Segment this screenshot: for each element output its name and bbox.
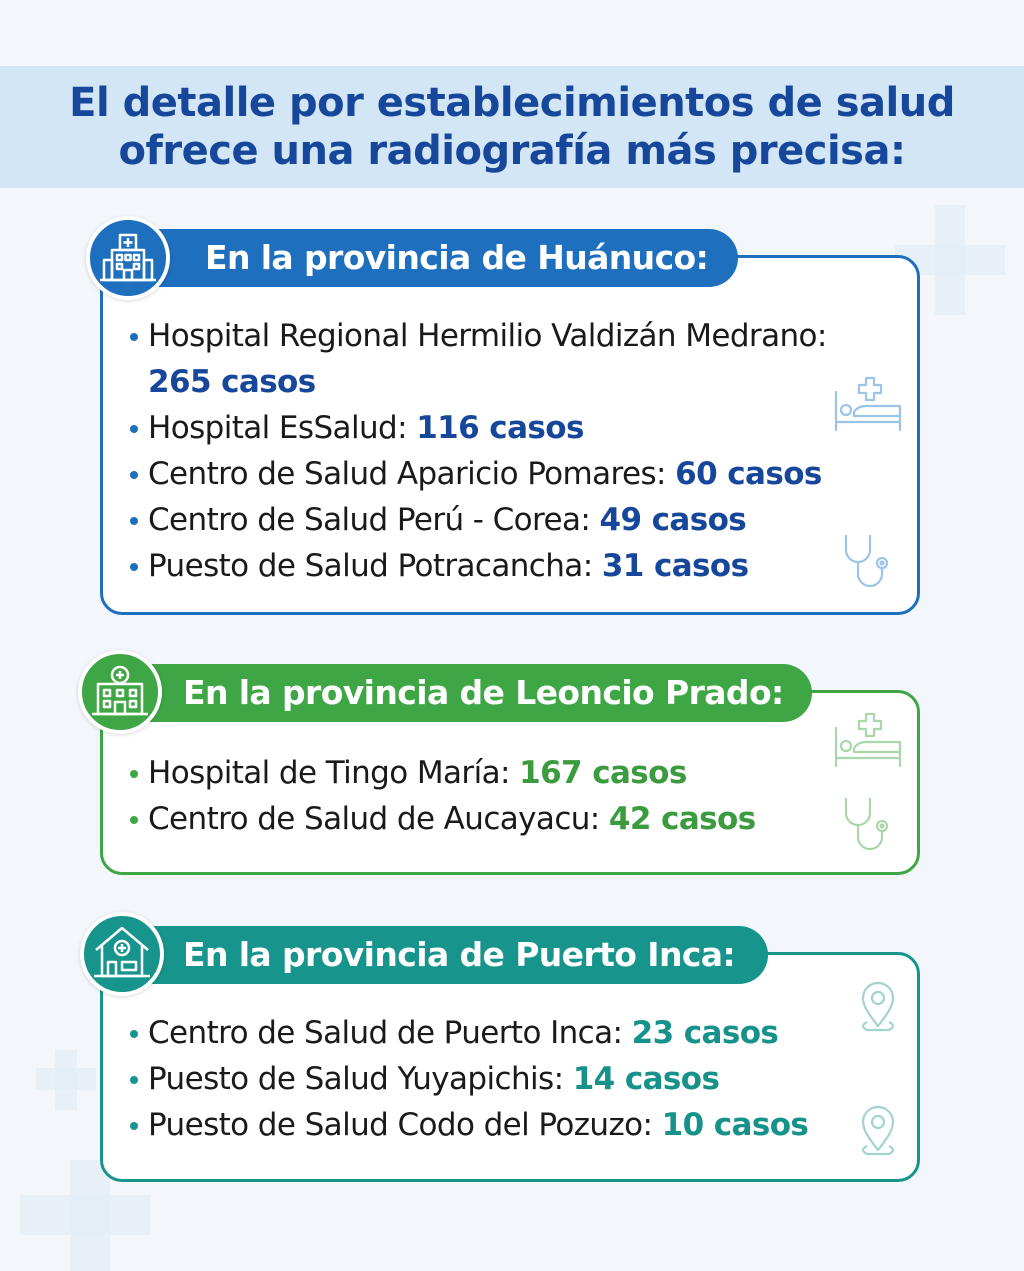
location-pin-icon xyxy=(855,978,901,1036)
case-count: 167 casos xyxy=(519,755,687,791)
leoncio-prado-badge xyxy=(78,650,162,734)
hospital-bed-icon xyxy=(832,372,904,434)
hospital-building-icon xyxy=(90,220,166,296)
puerto-inca-badge xyxy=(80,912,164,996)
stethoscope-icon xyxy=(838,795,898,859)
case-count: 49 casos xyxy=(599,502,747,538)
header-title-line-1: El detalle por establecimientos de salud xyxy=(69,80,955,126)
huanuco-badge xyxy=(86,216,170,300)
puerto-inca-list xyxy=(130,1010,890,1148)
list-item xyxy=(130,451,890,497)
facility-name: Puesto de Salud Codo del Pozuzo: xyxy=(148,1107,653,1143)
leoncio-prado-list xyxy=(130,750,890,842)
list-item xyxy=(130,1010,890,1056)
list-item xyxy=(130,543,890,589)
location-pin-icon xyxy=(855,1102,901,1160)
header-banner xyxy=(0,66,1024,188)
facility-name: Centro de Salud Perú - Corea: xyxy=(148,502,591,538)
header-title-line-2: ofrece una radiografía más precisa: xyxy=(118,128,906,174)
facility-name: Puesto de Salud Yuyapichis: xyxy=(148,1061,564,1097)
list-item xyxy=(130,313,890,405)
leoncio-prado-title: En la provincia de Leoncio Prado: xyxy=(183,673,784,712)
list-item xyxy=(130,1056,890,1102)
background-cross xyxy=(36,1068,96,1090)
case-count: 116 casos xyxy=(416,410,584,446)
leoncio-prado-title-pill xyxy=(88,664,812,722)
facility-name: Hospital Regional Hermilio Valdizán Medrano: xyxy=(148,318,827,354)
list-item xyxy=(130,497,890,543)
facility-name: Hospital EsSalud: xyxy=(148,410,407,446)
facility-name: Centro de Salud de Puerto Inca: xyxy=(148,1015,623,1051)
case-count: 14 casos xyxy=(572,1061,720,1097)
puerto-inca-title-pill xyxy=(88,926,768,984)
list-item xyxy=(130,750,890,796)
facility-name: Hospital de Tingo María: xyxy=(148,755,510,791)
stethoscope-icon xyxy=(838,532,898,596)
case-count: 31 casos xyxy=(601,548,749,584)
huanuco-title-pill xyxy=(110,229,738,287)
list-item xyxy=(130,405,890,451)
huanuco-title: En la provincia de Huánuco: xyxy=(205,238,709,277)
health-house-icon xyxy=(84,916,160,992)
hospital-bed-icon xyxy=(832,708,904,770)
case-count: 42 casos xyxy=(608,801,756,837)
list-item xyxy=(130,1102,890,1148)
facility-name: Centro de Salud de Aucayacu: xyxy=(148,801,600,837)
facility-name: Centro de Salud Aparicio Pomares: xyxy=(148,456,666,492)
case-count: 10 casos xyxy=(661,1107,809,1143)
background-cross xyxy=(20,1195,150,1235)
list-item xyxy=(130,796,890,842)
case-count: 265 casos xyxy=(148,364,316,400)
puerto-inca-title: En la provincia de Puerto Inca: xyxy=(183,935,736,974)
facility-name: Puesto de Salud Potracancha: xyxy=(148,548,593,584)
huanuco-list xyxy=(130,313,890,589)
case-count: 60 casos xyxy=(675,456,822,492)
case-count: 23 casos xyxy=(631,1015,779,1051)
hospital-building-icon xyxy=(82,654,158,730)
